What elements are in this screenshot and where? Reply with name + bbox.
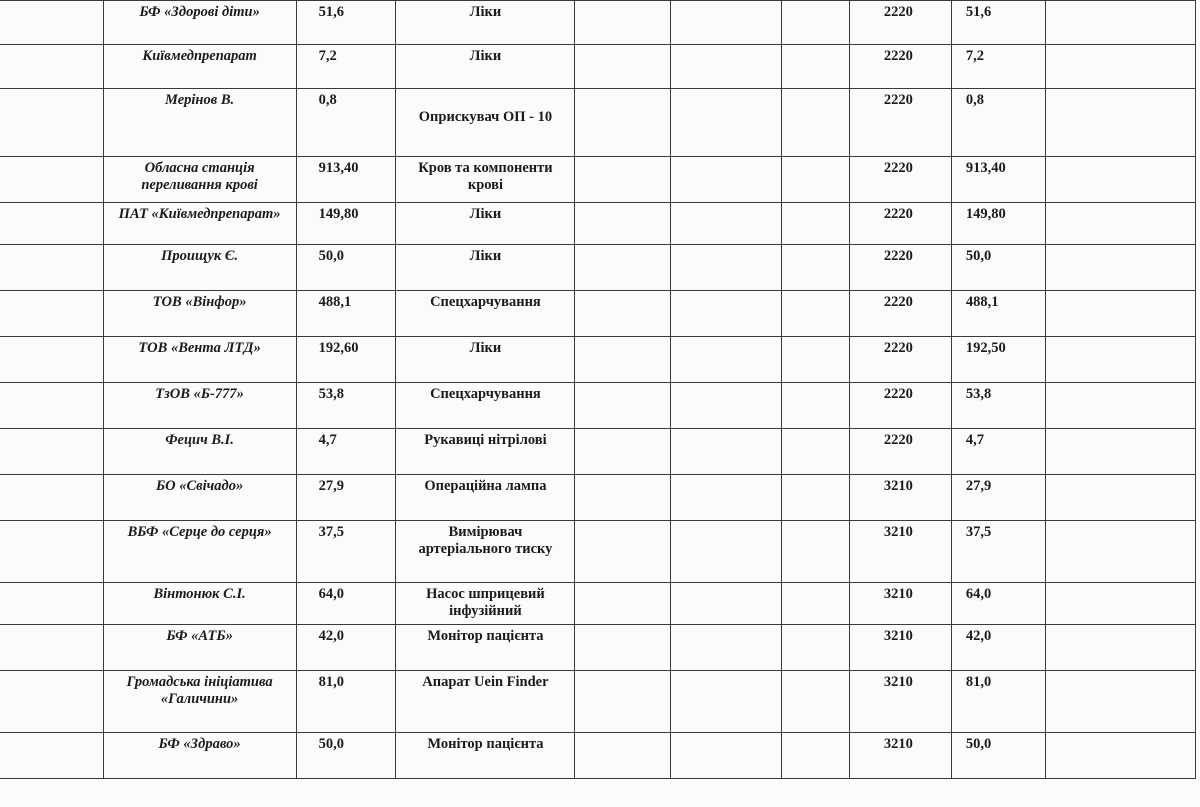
- blank-cell: [781, 429, 849, 475]
- table-row: [0, 291, 1196, 337]
- donor-cell: ТзОВ «Б-777»: [103, 383, 296, 429]
- blank-cell: [0, 45, 103, 89]
- blank-cell: [1046, 383, 1196, 429]
- blank-cell: [0, 89, 103, 157]
- donor-cell: БФ «АТБ»: [103, 625, 296, 671]
- blank-cell: [1046, 203, 1196, 245]
- blank-cell: [575, 733, 670, 779]
- table-row: [0, 337, 1196, 383]
- blank-cell: [575, 475, 670, 521]
- item-cell: Ліки: [396, 337, 575, 383]
- item-cell: Монітор пацієнта: [396, 625, 575, 671]
- total-cell: 64,0: [951, 583, 1045, 625]
- total-cell: 7,2: [951, 45, 1045, 89]
- blank-cell: [0, 337, 103, 383]
- total-cell: 488,1: [951, 291, 1045, 337]
- blank-cell: [1046, 157, 1196, 203]
- donor-cell: Фецич В.І.: [103, 429, 296, 475]
- blank-cell: [781, 625, 849, 671]
- blank-cell: [670, 1, 781, 45]
- blank-cell: [575, 429, 670, 475]
- blank-cell: [575, 157, 670, 203]
- donor-cell: ПАТ «Київмедпрепарат»: [103, 203, 296, 245]
- blank-cell: [1046, 89, 1196, 157]
- amount-cell: 64,0: [296, 583, 396, 625]
- blank-cell: [0, 733, 103, 779]
- item-cell: Ліки: [396, 203, 575, 245]
- blank-cell: [670, 89, 781, 157]
- table-row: [0, 203, 1196, 245]
- blank-cell: [0, 429, 103, 475]
- table-body: [0, 1, 1196, 779]
- total-cell: 53,8: [951, 383, 1045, 429]
- amount-cell: 0,8: [296, 89, 396, 157]
- blank-cell: [575, 383, 670, 429]
- amount-cell: 488,1: [296, 291, 396, 337]
- expense-code-cell: 3210: [849, 671, 951, 733]
- total-cell: 27,9: [951, 475, 1045, 521]
- blank-cell: [0, 203, 103, 245]
- item-cell: Ліки: [396, 1, 575, 45]
- blank-cell: [1046, 1, 1196, 45]
- expense-code-cell: 2220: [849, 1, 951, 45]
- total-cell: 37,5: [951, 521, 1045, 583]
- blank-cell: [0, 383, 103, 429]
- table-row: [0, 1, 1196, 45]
- amount-cell: 7,2: [296, 45, 396, 89]
- blank-cell: [1046, 337, 1196, 383]
- amount-cell: 42,0: [296, 625, 396, 671]
- expense-code-cell: 2220: [849, 245, 951, 291]
- total-cell: 50,0: [951, 733, 1045, 779]
- blank-cell: [670, 383, 781, 429]
- blank-cell: [781, 521, 849, 583]
- item-cell: Спецхарчування: [396, 291, 575, 337]
- item-cell: Апарат Uein Finder: [396, 671, 575, 733]
- expense-code-cell: 3210: [849, 625, 951, 671]
- item-cell: Монітор пацієнта: [396, 733, 575, 779]
- total-cell: 4,7: [951, 429, 1045, 475]
- amount-cell: 192,60: [296, 337, 396, 383]
- blank-cell: [575, 625, 670, 671]
- blank-cell: [1046, 291, 1196, 337]
- table-row: [0, 625, 1196, 671]
- blank-cell: [781, 671, 849, 733]
- blank-cell: [1046, 475, 1196, 521]
- blank-cell: [670, 337, 781, 383]
- expense-code-cell: 2220: [849, 89, 951, 157]
- table-row: [0, 157, 1196, 203]
- blank-cell: [670, 245, 781, 291]
- blank-cell: [1046, 521, 1196, 583]
- blank-cell: [575, 291, 670, 337]
- expense-code-cell: 2220: [849, 383, 951, 429]
- total-cell: 50,0: [951, 245, 1045, 291]
- blank-cell: [670, 521, 781, 583]
- blank-cell: [575, 583, 670, 625]
- table-row: [0, 45, 1196, 89]
- expense-code-cell: 3210: [849, 521, 951, 583]
- amount-cell: 37,5: [296, 521, 396, 583]
- table-row: [0, 671, 1196, 733]
- total-cell: 0,8: [951, 89, 1045, 157]
- blank-cell: [670, 429, 781, 475]
- blank-cell: [781, 475, 849, 521]
- table-row: [0, 245, 1196, 291]
- donor-cell: Мерінов В.: [103, 89, 296, 157]
- blank-cell: [0, 583, 103, 625]
- total-cell: 149,80: [951, 203, 1045, 245]
- amount-cell: 50,0: [296, 733, 396, 779]
- blank-cell: [0, 625, 103, 671]
- amount-cell: 4,7: [296, 429, 396, 475]
- blank-cell: [781, 89, 849, 157]
- blank-cell: [781, 45, 849, 89]
- amount-cell: 51,6: [296, 1, 396, 45]
- blank-cell: [1046, 625, 1196, 671]
- blank-cell: [0, 1, 103, 45]
- blank-cell: [670, 291, 781, 337]
- blank-cell: [575, 203, 670, 245]
- blank-cell: [670, 625, 781, 671]
- blank-cell: [575, 245, 670, 291]
- blank-cell: [781, 733, 849, 779]
- item-cell: Оприскувач ОП - 10: [396, 89, 575, 157]
- item-cell: Кров та компоненти крові: [396, 157, 575, 203]
- donor-cell: Київмедпрепарат: [103, 45, 296, 89]
- expense-code-cell: 3210: [849, 475, 951, 521]
- blank-cell: [575, 89, 670, 157]
- amount-cell: 27,9: [296, 475, 396, 521]
- blank-cell: [1046, 429, 1196, 475]
- blank-cell: [670, 45, 781, 89]
- expense-code-cell: 2220: [849, 45, 951, 89]
- table-row: [0, 733, 1196, 779]
- blank-cell: [0, 291, 103, 337]
- donor-cell: Проищук Є.: [103, 245, 296, 291]
- blank-cell: [670, 733, 781, 779]
- donor-cell: Вінтонюк С.І.: [103, 583, 296, 625]
- donor-cell: Обласна станція переливання крові: [103, 157, 296, 203]
- item-cell: Вимірювач артеріального тиску: [396, 521, 575, 583]
- blank-cell: [781, 157, 849, 203]
- blank-cell: [781, 1, 849, 45]
- item-cell: Ліки: [396, 245, 575, 291]
- amount-cell: 53,8: [296, 383, 396, 429]
- blank-cell: [1046, 733, 1196, 779]
- amount-cell: 50,0: [296, 245, 396, 291]
- donor-cell: БО «Свічадо»: [103, 475, 296, 521]
- blank-cell: [1046, 671, 1196, 733]
- blank-cell: [781, 291, 849, 337]
- total-cell: 51,6: [951, 1, 1045, 45]
- blank-cell: [670, 671, 781, 733]
- donor-cell: ТОВ «Вента ЛТД»: [103, 337, 296, 383]
- amount-cell: 149,80: [296, 203, 396, 245]
- blank-cell: [575, 521, 670, 583]
- amount-cell: 81,0: [296, 671, 396, 733]
- table-row: [0, 89, 1196, 157]
- table-row: [0, 383, 1196, 429]
- donor-cell: ТОВ «Вінфор»: [103, 291, 296, 337]
- table-row: [0, 429, 1196, 475]
- blank-cell: [575, 337, 670, 383]
- blank-cell: [575, 45, 670, 89]
- expense-code-cell: 2220: [849, 337, 951, 383]
- blank-cell: [670, 475, 781, 521]
- blank-cell: [781, 203, 849, 245]
- donor-cell: Громадська ініціатива «Галичини»: [103, 671, 296, 733]
- item-cell: Рукавиці нітрілові: [396, 429, 575, 475]
- blank-cell: [0, 671, 103, 733]
- table-row: [0, 521, 1196, 583]
- item-cell: Спецхарчування: [396, 383, 575, 429]
- donor-cell: БФ «Здраво»: [103, 733, 296, 779]
- expense-code-cell: 2220: [849, 429, 951, 475]
- blank-cell: [670, 203, 781, 245]
- item-cell: Ліки: [396, 45, 575, 89]
- blank-cell: [0, 521, 103, 583]
- total-cell: 192,50: [951, 337, 1045, 383]
- blank-cell: [575, 671, 670, 733]
- blank-cell: [0, 157, 103, 203]
- blank-cell: [781, 383, 849, 429]
- item-cell: Насос шприцевий інфузійний: [396, 583, 575, 625]
- total-cell: 81,0: [951, 671, 1045, 733]
- expense-code-cell: 3210: [849, 583, 951, 625]
- total-cell: 913,40: [951, 157, 1045, 203]
- expense-code-cell: 3210: [849, 733, 951, 779]
- expense-code-cell: 2220: [849, 291, 951, 337]
- expense-code-cell: 2220: [849, 203, 951, 245]
- blank-cell: [1046, 583, 1196, 625]
- blank-cell: [0, 245, 103, 291]
- table-row: [0, 475, 1196, 521]
- table-row: [0, 583, 1196, 625]
- blank-cell: [781, 337, 849, 383]
- blank-cell: [0, 475, 103, 521]
- blank-cell: [781, 583, 849, 625]
- donor-cell: ВБФ «Серце до серця»: [103, 521, 296, 583]
- total-cell: 42,0: [951, 625, 1045, 671]
- blank-cell: [575, 1, 670, 45]
- expense-code-cell: 2220: [849, 157, 951, 203]
- blank-cell: [670, 583, 781, 625]
- donor-cell: БФ «Здорові діти»: [103, 1, 296, 45]
- blank-cell: [670, 157, 781, 203]
- blank-cell: [781, 245, 849, 291]
- amount-cell: 913,40: [296, 157, 396, 203]
- blank-cell: [1046, 245, 1196, 291]
- blank-cell: [1046, 45, 1196, 89]
- item-cell: Операційна лампа: [396, 475, 575, 521]
